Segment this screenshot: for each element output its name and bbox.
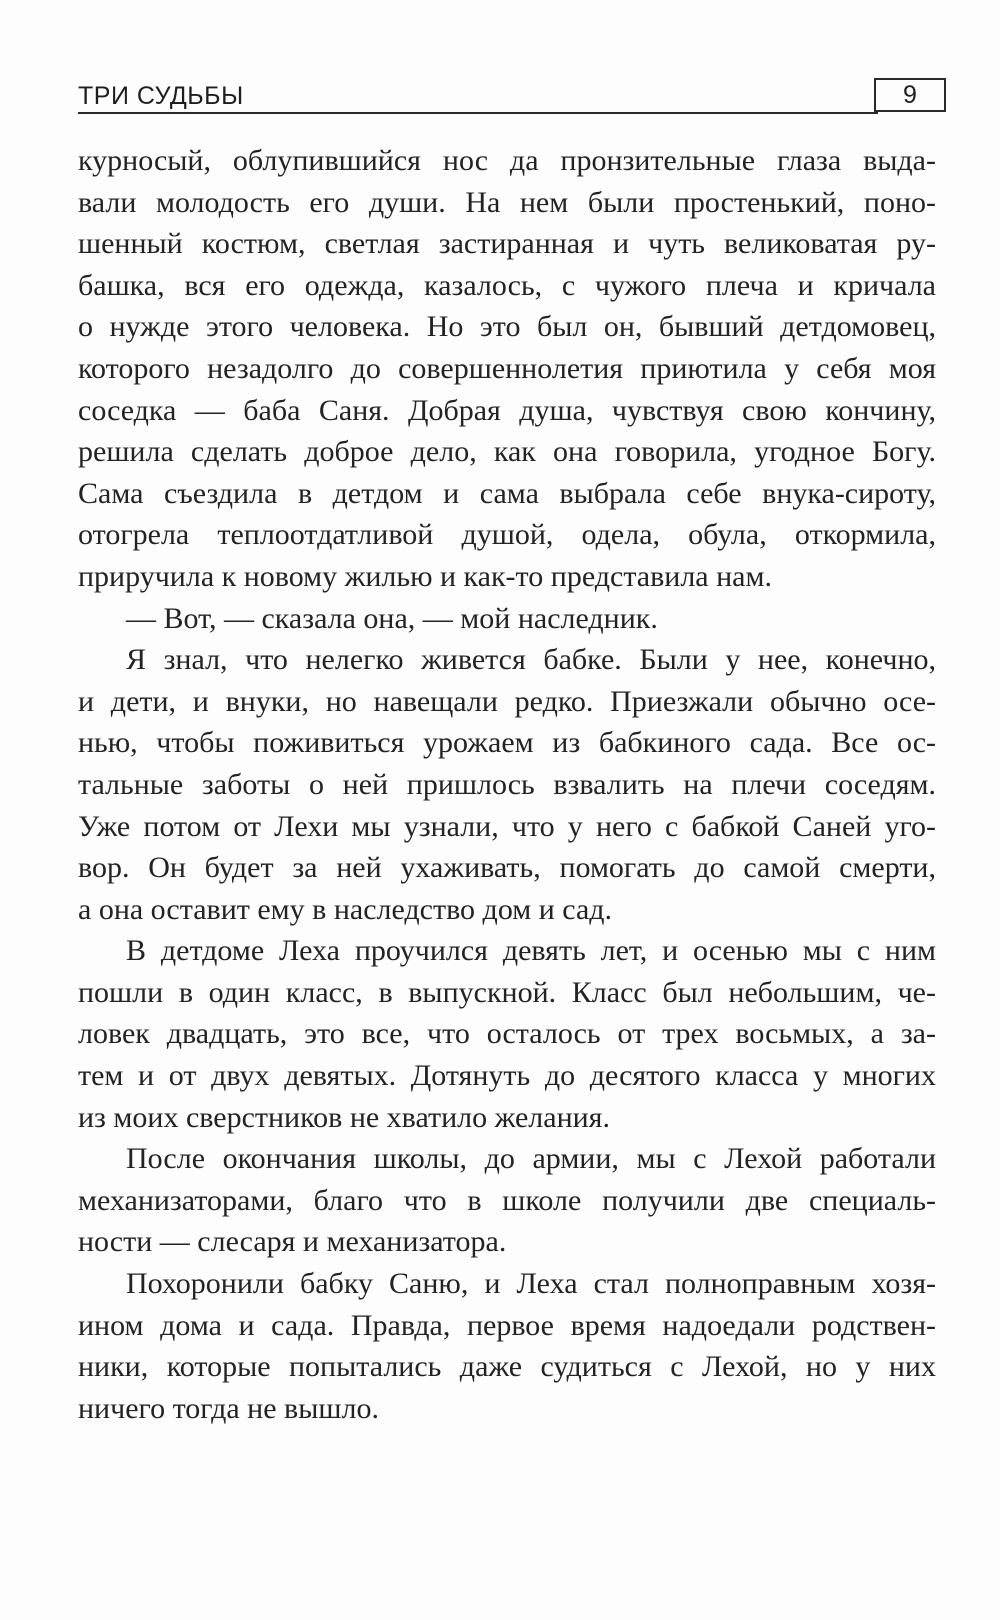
paragraph <box>78 1138 936 1263</box>
text-line: ином дома и сада. Правда, первое время надоедали родствен- <box>78 1308 936 1342</box>
text-line: а она оставит ему в наследство дом и сад. <box>78 892 613 926</box>
text-line: курносый, облупившийся нос да пронзительные глаза выда- <box>78 144 936 177</box>
text-line: вор. Он будет за ней ухаживать, помогать до самой смерти, <box>78 851 936 885</box>
body-text <box>78 140 936 1429</box>
text-line: тальные заботы о ней пришлось взвалить на плечи соседям. <box>78 767 936 801</box>
text-line: приручила к новому жилью и как-то представила нам. <box>78 559 772 593</box>
text-line: Похоронили бабку Саню, и Леха стал полноправным хозя- <box>126 1267 936 1301</box>
paragraph <box>78 639 936 930</box>
text-line: ловек двадцать, это все, что осталось от трех восьмых, а за- <box>78 1017 936 1051</box>
text-line: Я знал, что нелегко живется бабке. Были у нее, конечно, <box>126 643 936 677</box>
text-line: пошли в один класс, в выпускной. Класс был небольшим, че- <box>78 975 936 1009</box>
text-line: отогрела теплоотдатливой душой, одела, обула, откормила, <box>78 518 936 552</box>
paragraph <box>78 930 936 1138</box>
text-line: нью, чтобы поживиться урожаем из бабкиного сада. Все ос- <box>78 726 936 760</box>
text-line: вали молодость его души. На нем были простенький, поно- <box>78 185 936 219</box>
text-line: После окончания школы, до армии, мы с Лехой работали <box>126 1142 936 1176</box>
text-line: которого незадолго до совершеннолетия приютила у себя моя <box>78 351 936 385</box>
text-line: Уже потом от Лехи мы узнали, что у него с бабкой Саней уго- <box>78 809 936 843</box>
text-line: из моих сверстников не хватило желания. <box>78 1100 610 1134</box>
text-line: В детдоме Леха проучился девять лет, и осенью мы с ним <box>126 934 936 968</box>
paragraph <box>78 140 936 598</box>
text-line: тем и от двух девятых. Дотянуть до десятого класса у многих <box>78 1059 936 1093</box>
text-line: механизаторами, благо что в школе получили две специаль- <box>78 1183 936 1217</box>
text-line: и дети, и внуки, но навещали редко. Приезжали обычно осе- <box>78 684 936 718</box>
text-line: башка, вся его одежда, казалось, с чужого плеча и кричала <box>78 268 936 302</box>
paragraph <box>78 1263 936 1429</box>
text-line: о нужде этого человека. Но это был он, бывший детдомовец, <box>78 310 936 344</box>
page-number: 9 <box>874 78 946 112</box>
running-head-title: ТРИ СУДЬБЫ <box>78 82 244 110</box>
text-line: ники, которые попытались даже судиться с Лехой, но у них <box>78 1350 936 1384</box>
paragraph <box>78 598 936 640</box>
text-line: соседка — баба Саня. Добрая душа, чувствуя свою кончину, <box>78 393 936 427</box>
text-line: решила сделать доброе дело, как она говорила, угодное Богу. <box>78 435 936 469</box>
text-line: ничего тогда не вышло. <box>78 1391 379 1425</box>
running-head <box>78 78 948 114</box>
header-rule <box>78 112 878 114</box>
text-line: — Вот, — сказала она, — мой наследник. <box>126 601 658 635</box>
text-line: Сама съездила в детдом и сама выбрала себе внука-сироту, <box>78 476 936 510</box>
text-line: ности — слесаря и механизатора. <box>78 1225 507 1259</box>
text-line: шенный костюм, светлая застиранная и чуть великоватая ру- <box>78 227 936 261</box>
